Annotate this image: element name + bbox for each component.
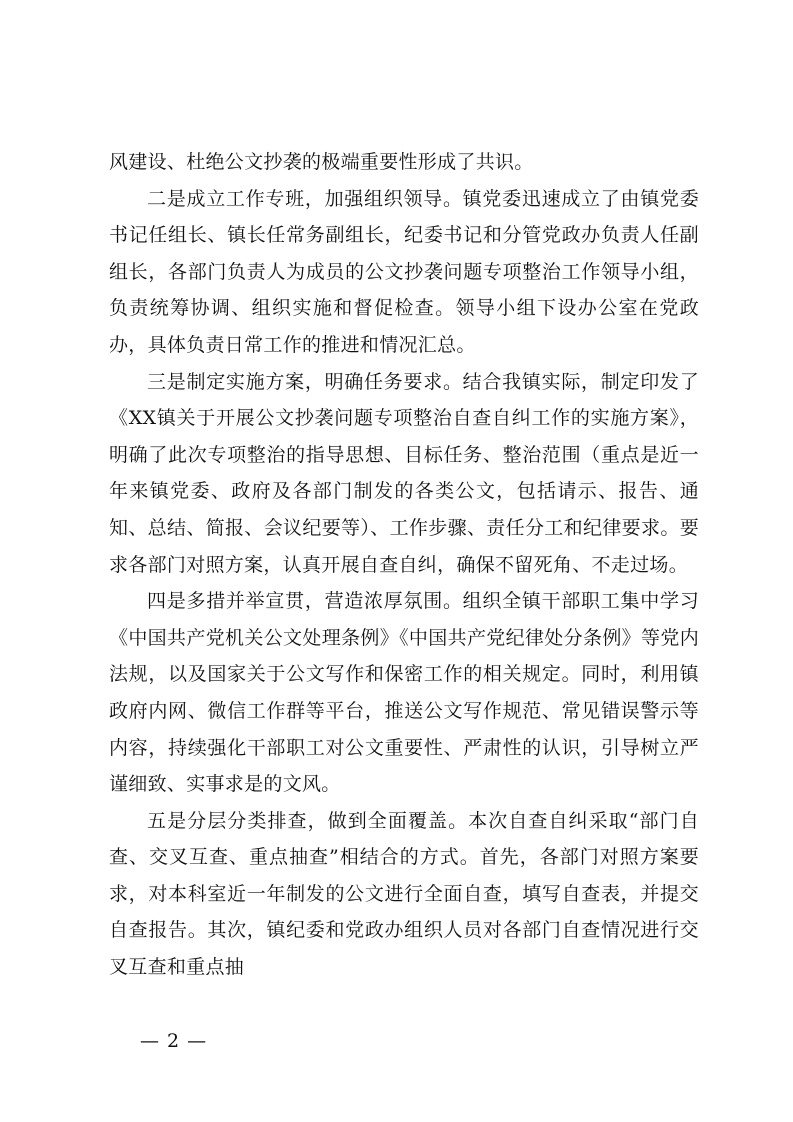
paragraph-investigation: 五是分层分类排查，做到全面覆盖。本次自查自纠采取“部门自查、交叉互查、重点抽查”相结合的方式。首先，各部门对照方案要求，对本科室近一年制发的公文进行全面自查，填写自查表，并提交自查报告。其次，镇纪委和党政办组织人员对各部门自查情况进行交叉互查和重点抽 [109,809,699,979]
paragraph-publicity: 四是多措并举宣贯，营造浓厚氛围。组织全镇干部职工集中学习《中国共产党机关公文处理条例》《中国共产党纪律处分条例》等党内法规，以及国家关于公文写作和保密工作的相关规定。同时，利用镇政府内网、微信工作群等平台，推送公文写作规范、常见错误警示等内容，持续强化干部职工对公文重要性、严肃性的认识，引导树立严谨细致、实事求是的文风。 [109,590,699,796]
document-body [109,144,699,986]
page-number: — 2 — [140,1030,208,1052]
paragraph-continuation: 风建设、杜绝公文抄袭的极端重要性形成了共识。 [109,151,534,173]
paragraph-work-team: 二是成立工作专班，加强组织领导。镇党委迅速成立了由镇党委书记任组长、镇长任常务副组长，纪委书记和分管党政办负责人任副组长，各部门负责人为成员的公文抄袭问题专项整治工作领导小组，负责统筹协调、组织实施和督促检查。领导小组下设办公室在党政办，具体负责日常工作的推进和情况汇总。 [109,187,699,356]
paragraph-implementation-plan: 三是制定实施方案，明确任务要求。结合我镇实际，制定印发了《XX镇关于开展公文抄袭问题专项整治自查自纠工作的实施方案》，明确了此次专项整治的指导思想、目标任务、整治范围（重点是近一年来镇党委、政府及各部门制发的各类公文，包括请示、报告、通知、总结、简报、会议纪要等）、工作步骤、责任分工和纪律要求。要求各部门对照方案，认真开展自查自纠，确保不留死角、不走过场。 [109,370,699,576]
